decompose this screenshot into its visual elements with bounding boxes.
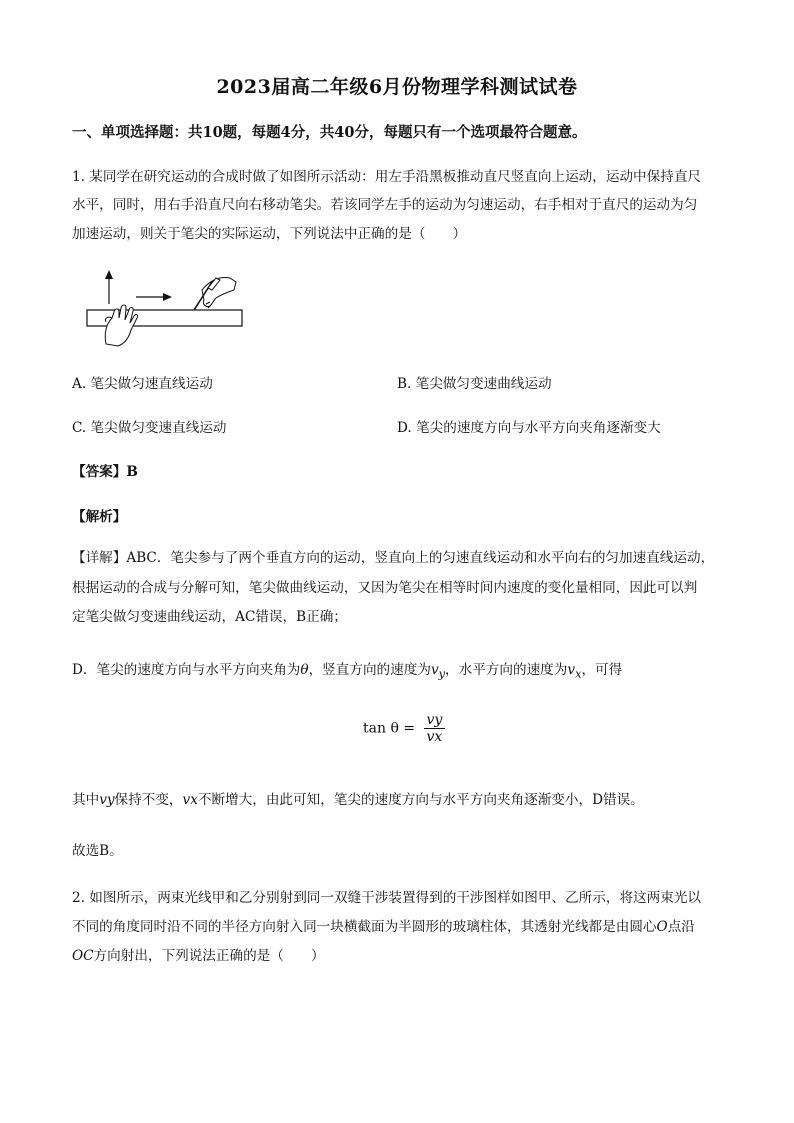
q1-option-a: A. 笔尖做匀速直线运动 — [72, 376, 213, 392]
left-hand-icon — [105, 305, 137, 346]
q2-stem-line-3 — [72, 947, 325, 965]
q1-option-d: D. 笔尖的速度方向与水平方向夹角逐渐变大 — [397, 420, 661, 436]
vy-subscript: y — [438, 666, 446, 681]
d-text-d: ，可得 — [581, 662, 623, 678]
q2-stem-line-2 — [72, 918, 695, 936]
formula-numerator: vy — [424, 712, 446, 729]
after-text-b: 保持不变， — [114, 792, 183, 808]
q1-detail-line-2: 根据运动的合成与分解可知，笔尖做曲线运动，又因为笔尖在相等时间内速度的变化量相同，因此可以判 — [72, 580, 698, 596]
q1-detail-line-3: 定笔尖做匀变速曲线运动，AC错误，B正确； — [72, 609, 347, 625]
q1-stem-line-2: 水平，同时，用右手沿直尺向右移动笔尖。若该同学左手的运动为匀速运动，右手相对于直尺的运动为匀 — [72, 197, 698, 213]
q1-figure-ruler-hands — [84, 268, 250, 350]
q1-analysis-label: 【解析】 — [72, 509, 127, 525]
d-text-b: ，竖直方向的速度为 — [308, 662, 431, 678]
q1-answer: 【答案】B — [72, 464, 138, 480]
q1-stem-line-3: 加速运动，则关于笔尖的实际运动，下列说法中正确的是（ ） — [72, 226, 467, 242]
q1-detail-line-1: 【详解】ABC．笔尖参与了两个垂直方向的运动，竖直向上的匀速直线运动和水平向右的匀加速直线运动， — [72, 550, 715, 566]
section-heading: 一、单项选择题：共10题，每题4分，共40分，每题只有一个选项最符合题意。 — [72, 124, 587, 141]
after-vx: vx — [182, 792, 198, 808]
page-title: 2023届高二年级6月份物理学科测试试卷 — [216, 76, 578, 98]
vy-symbol: v — [430, 662, 439, 678]
formula-fraction — [424, 712, 446, 745]
tan-theta-formula — [363, 712, 445, 745]
q1-option-d-explanation — [72, 661, 622, 683]
d-text-a: D．笔尖的速度方向与水平方向夹角为 — [72, 662, 301, 678]
d-text-c: ，水平方向的速度为 — [445, 662, 568, 678]
theta-symbol: θ — [300, 662, 309, 678]
q1-option-b: B. 笔尖做匀变速曲线运动 — [397, 376, 552, 392]
up-arrow-icon — [105, 270, 113, 279]
after-text-a: 其中 — [72, 792, 100, 808]
after-vy: vy — [99, 792, 115, 808]
q2-line2-end: 点沿 — [667, 919, 695, 935]
after-text-c: 不断增大，由此可知，笔尖的速度方向与水平方向夹角逐渐变小，D错误。 — [197, 792, 644, 808]
q2-stem-line-1: 2. 如图所示，两束光线甲和乙分别射到同一双缝干涉装置得到的干涉图样如图甲、乙所示，将这两束光以 — [72, 890, 702, 906]
formula-lhs: tan θ = — [363, 720, 416, 737]
point-o-label: O — [656, 919, 668, 935]
right-hand-with-pen-icon — [194, 278, 236, 311]
q2-line3-text: 方向射出，下列说法正确的是（ ） — [93, 948, 325, 964]
q2-line2-text: 不同的角度同时沿不同的半径方向射入同一块横截面为半圆形的玻璃柱体，其透射光线都是由圆心 — [72, 919, 657, 935]
q1-detail-after-formula — [72, 791, 644, 809]
vx-symbol: v — [567, 662, 576, 678]
q1-conclusion: 故选B。 — [72, 843, 123, 859]
formula-denominator: vx — [426, 729, 443, 745]
q1-stem-line-1: 1. 某同学在研究运动的合成时做了如图所示活动：用左手沿黑板推动直尺竖直向上运动，运动中保持直尺 — [72, 169, 702, 185]
oc-label: OC — [72, 948, 94, 964]
q1-option-c: C. 笔尖做匀变速直线运动 — [72, 420, 227, 436]
vx-subscript: x — [575, 666, 582, 681]
right-arrow-icon — [163, 293, 172, 301]
